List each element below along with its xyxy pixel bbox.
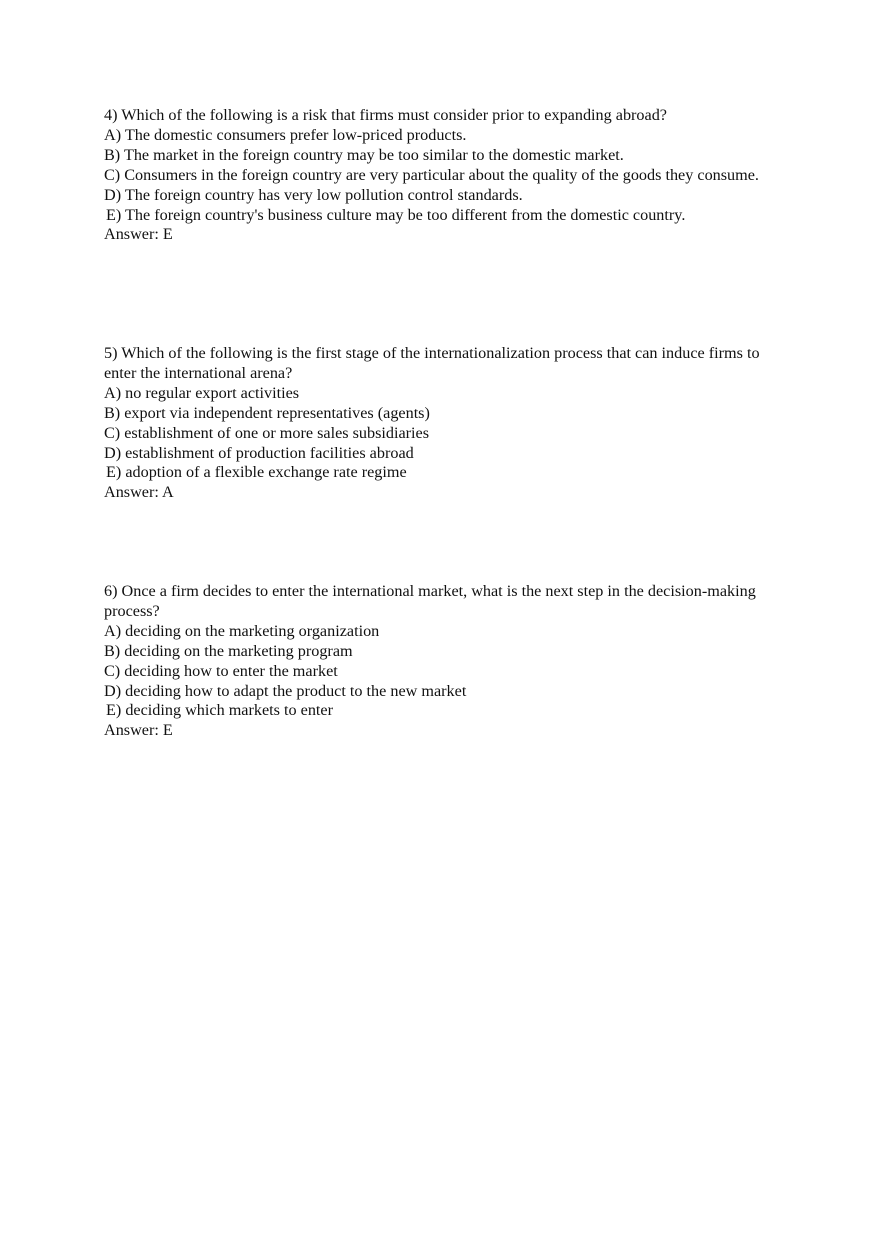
question-5 <box>104 344 764 503</box>
option-c: C) establishment of one or more sales subsidiaries <box>104 423 430 442</box>
question-4 <box>104 106 764 245</box>
option-e: E) deciding which markets to enter <box>106 701 333 720</box>
option-d: D) The foreign country has very low pollution control standards. <box>104 185 523 204</box>
option-e: E) adoption of a flexible exchange rate regime <box>106 463 407 482</box>
option-d: D) establishment of production facilities abroad <box>104 443 414 462</box>
question-stem: 6) Once a firm decides to enter the international market, what is the next step in the decision-making process? <box>104 582 756 620</box>
option-b: B) The market in the foreign country may be too similar to the domestic market. <box>104 145 624 164</box>
answer: Answer: E <box>104 225 173 244</box>
option-b: B) export via independent representatives (agents) <box>104 403 430 422</box>
question-stem: 4) Which of the following is a risk that firms must consider prior to expanding abroad? <box>104 106 667 124</box>
option-a: A) deciding on the marketing organization <box>104 621 380 640</box>
option-b: B) deciding on the marketing program <box>104 641 353 660</box>
answer: Answer: A <box>104 483 174 502</box>
question-stem: 5) Which of the following is the first stage of the internationalization process that can induce firms to enter the international arena? <box>104 344 760 382</box>
option-c: C) deciding how to enter the market <box>104 661 338 680</box>
question-6 <box>104 582 764 741</box>
option-c: C) Consumers in the foreign country are very particular about the quality of the goods they consume. <box>104 165 759 184</box>
answer: Answer: E <box>104 721 173 740</box>
option-a: A) The domestic consumers prefer low-priced products. <box>104 125 467 144</box>
option-e: E) The foreign country's business culture may be too different from the domestic country. <box>106 205 686 224</box>
option-d: D) deciding how to adapt the product to the new market <box>104 681 467 700</box>
option-a: A) no regular export activities <box>104 383 300 402</box>
